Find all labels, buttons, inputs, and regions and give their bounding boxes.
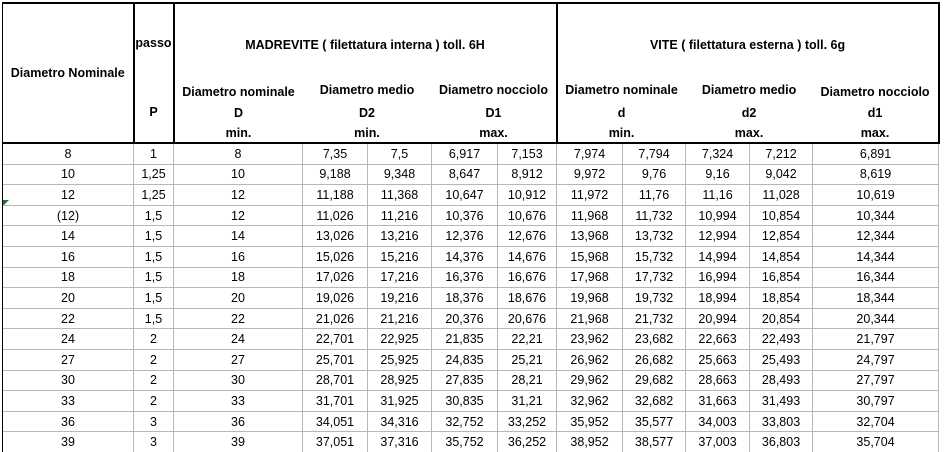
table-body [3, 143, 939, 452]
cell-vite-d-nocc-max[interactable]: 27,797 [813, 370, 939, 391]
cell-vite-d-medio-min[interactable]: 7,212 [750, 143, 813, 164]
cell-vite-d-medio-min[interactable]: 9,042 [750, 164, 813, 185]
table-row [3, 329, 939, 350]
header-passo: passo [134, 3, 174, 81]
cell-mad-d-medio-max[interactable]: 17,216 [368, 267, 432, 288]
cell-mad-d-nocc-max[interactable]: 28,21 [498, 370, 557, 391]
header-vite-d-nocc-symbol: d1 [813, 103, 939, 123]
table-row [3, 391, 939, 412]
header-vite-d-nom-symbol: d [557, 103, 686, 123]
cell-vite-d-nom-max[interactable]: 29,962 [557, 370, 623, 391]
header-vite-d-medio: Diametro medio [701, 83, 797, 97]
cell-vite-d-nom-max[interactable]: 35,952 [557, 411, 623, 432]
cell-diametro-nominale[interactable]: 18 [3, 267, 134, 288]
cell-mad-d-nocc-max[interactable]: 12,676 [498, 226, 557, 247]
cell-mad-d-nom[interactable]: 16 [174, 246, 303, 267]
cell-diametro-nominale[interactable]: 33 [3, 391, 134, 412]
cell-vite-d-nocc-max[interactable]: 6,891 [813, 143, 939, 164]
cell-vite-d-medio-min[interactable]: 25,493 [750, 349, 813, 370]
cell-mad-d-medio-min[interactable]: 25,701 [303, 349, 368, 370]
cell-mad-d-nocc-min[interactable]: 10,647 [432, 185, 498, 206]
cell-vite-d-medio-min[interactable]: 36,803 [750, 432, 813, 452]
cell-mad-d-nocc-max[interactable]: 7,153 [498, 143, 557, 164]
cell-diametro-nominale[interactable]: 22 [3, 308, 134, 329]
cell-passo[interactable]: 1,5 [134, 246, 174, 267]
cell-vite-d-medio-max[interactable]: 10,994 [686, 205, 750, 226]
cell-mad-d-medio-min[interactable]: 19,026 [303, 288, 368, 309]
cell-mad-d-nom[interactable]: 27 [174, 349, 303, 370]
header-vite-d-medio-symbol: d2 [741, 106, 757, 120]
cell-diametro-nominale[interactable]: 16 [3, 246, 134, 267]
cell-mad-d-medio-min[interactable]: 11,026 [303, 205, 368, 226]
cell-vite-d-medio-min[interactable]: 11,028 [750, 185, 813, 206]
table-row [3, 267, 939, 288]
header-madrevite: MADREVITE ( filettatura interna ) toll. 6H [174, 3, 557, 81]
cell-mad-d-nocc-min[interactable]: 35,752 [432, 432, 498, 452]
cell-mad-d-medio-min[interactable]: 13,026 [303, 226, 368, 247]
cell-mad-d-medio-max[interactable]: 19,216 [368, 288, 432, 309]
cell-vite-d-medio-max[interactable]: 28,663 [686, 370, 750, 391]
cell-vite-d-medio-min[interactable]: 33,803 [750, 411, 813, 432]
cell-mad-d-medio-max[interactable]: 21,216 [368, 308, 432, 329]
cell-vite-d-nom-min[interactable]: 38,577 [623, 432, 686, 452]
table-row [3, 164, 939, 185]
cell-mad-d-nom[interactable]: 24 [174, 329, 303, 350]
cell-passo[interactable]: 1,5 [134, 267, 174, 288]
cell-vite-d-medio-max[interactable]: 31,663 [686, 391, 750, 412]
cell-passo[interactable]: 3 [134, 411, 174, 432]
cell-vite-d-medio-max[interactable]: 16,994 [686, 267, 750, 288]
cell-mad-d-medio-max[interactable]: 15,216 [368, 246, 432, 267]
cell-vite-d-nom-max[interactable]: 21,968 [557, 308, 623, 329]
cell-mad-d-nocc-max[interactable]: 8,912 [498, 164, 557, 185]
cell-vite-d-nom-max[interactable]: 26,962 [557, 349, 623, 370]
cell-mad-d-medio-min[interactable]: 31,701 [303, 391, 368, 412]
cell-mad-d-medio-min[interactable]: 28,701 [303, 370, 368, 391]
cell-mad-d-medio-min[interactable]: 34,051 [303, 411, 368, 432]
cell-mad-d-medio-min[interactable]: 7,35 [303, 143, 368, 164]
header-mad-d-nom: Diametro nominale [174, 81, 303, 103]
table-row [3, 226, 939, 247]
cell-vite-d-medio-max[interactable]: 34,003 [686, 411, 750, 432]
cell-vite-d-nocc-max[interactable]: 35,704 [813, 432, 939, 452]
cell-passo[interactable]: 1,5 [134, 288, 174, 309]
table-row [3, 432, 939, 452]
cell-vite-d-nom-min[interactable]: 11,732 [623, 205, 686, 226]
cell-mad-d-nom[interactable]: 30 [174, 370, 303, 391]
cell-mad-d-medio-max[interactable]: 28,925 [368, 370, 432, 391]
cell-vite-d-medio-max[interactable]: 18,994 [686, 288, 750, 309]
cell-mad-d-medio-min[interactable]: 9,188 [303, 164, 368, 185]
cell-vite-d-nocc-max[interactable]: 18,344 [813, 288, 939, 309]
cell-diametro-nominale[interactable]: 39 [3, 432, 134, 452]
cell-diametro-nominale[interactable]: 36 [3, 411, 134, 432]
header-mad-d-medio-limit: min. [303, 123, 432, 143]
cell-mad-d-nocc-min[interactable]: 14,376 [432, 246, 498, 267]
cell-mad-d-nocc-min[interactable]: 6,917 [432, 143, 498, 164]
cell-mad-d-nom[interactable]: 33 [174, 391, 303, 412]
cell-vite-d-nom-max[interactable]: 17,968 [557, 267, 623, 288]
cell-mad-d-nom[interactable]: 14 [174, 226, 303, 247]
cell-vite-d-nocc-max[interactable]: 32,704 [813, 411, 939, 432]
cell-vite-d-nom-max[interactable]: 7,974 [557, 143, 623, 164]
cell-mad-d-nocc-min[interactable]: 24,835 [432, 349, 498, 370]
cell-mad-d-nocc-max[interactable]: 14,676 [498, 246, 557, 267]
cell-vite-d-nom-min[interactable]: 13,732 [623, 226, 686, 247]
cell-vite-d-nocc-max[interactable]: 14,344 [813, 246, 939, 267]
cell-vite-d-nom-min[interactable]: 26,682 [623, 349, 686, 370]
cell-mad-d-nom[interactable]: 10 [174, 164, 303, 185]
header-passo-blank [134, 123, 174, 143]
cell-passo[interactable]: 1,5 [134, 205, 174, 226]
cell-vite-d-medio-min[interactable]: 22,493 [750, 329, 813, 350]
header-vite-d-medio-limit: max. [686, 123, 813, 143]
cell-vite-d-nocc-max[interactable]: 10,619 [813, 185, 939, 206]
cell-vite-d-nom-min[interactable]: 15,732 [623, 246, 686, 267]
cell-vite-d-nom-min[interactable]: 17,732 [623, 267, 686, 288]
cell-passo[interactable]: 2 [134, 329, 174, 350]
cell-mad-d-medio-min[interactable]: 15,026 [303, 246, 368, 267]
cell-mad-d-nom[interactable]: 20 [174, 288, 303, 309]
cell-vite-d-medio-max[interactable]: 9,16 [686, 164, 750, 185]
header-mad-d-medio: Diametro medio [319, 83, 415, 97]
cell-vite-d-nom-max[interactable]: 19,968 [557, 288, 623, 309]
cell-passo[interactable]: 2 [134, 349, 174, 370]
cell-mad-d-nocc-min[interactable]: 10,376 [432, 205, 498, 226]
cell-mad-d-medio-min[interactable]: 22,701 [303, 329, 368, 350]
cell-vite-d-nom-min[interactable]: 23,682 [623, 329, 686, 350]
cell-passo[interactable]: 1,25 [134, 185, 174, 206]
cell-mad-d-nom[interactable]: 12 [174, 205, 303, 226]
cell-vite-d-nom-max[interactable]: 11,968 [557, 205, 623, 226]
cell-mad-d-nocc-max[interactable]: 10,912 [498, 185, 557, 206]
cell-passo[interactable]: 2 [134, 370, 174, 391]
cell-vite-d-medio-min[interactable]: 14,854 [750, 246, 813, 267]
cell-mad-d-nocc-max[interactable]: 20,676 [498, 308, 557, 329]
thread-tolerance-table [2, 2, 940, 452]
cell-mad-d-nocc-max[interactable]: 31,21 [498, 391, 557, 412]
cell-vite-d-nom-max[interactable]: 38,952 [557, 432, 623, 452]
table-row [3, 205, 939, 226]
cell-vite-d-nom-max[interactable]: 11,972 [557, 185, 623, 206]
cell-mad-d-medio-min[interactable]: 37,051 [303, 432, 368, 452]
cell-vite-d-nom-min[interactable]: 11,76 [623, 185, 686, 206]
cell-mad-d-medio-min[interactable]: 11,188 [303, 185, 368, 206]
cell-vite-d-nocc-max[interactable]: 30,797 [813, 391, 939, 412]
cell-mad-d-nocc-max[interactable]: 33,252 [498, 411, 557, 432]
cell-vite-d-medio-max[interactable]: 22,663 [686, 329, 750, 350]
table-row [3, 185, 939, 206]
table-row [3, 246, 939, 267]
cell-mad-d-nocc-min[interactable]: 18,376 [432, 288, 498, 309]
cell-vite-d-nocc-max[interactable]: 10,344 [813, 205, 939, 226]
cell-vite-d-nom-max[interactable]: 15,968 [557, 246, 623, 267]
table-row [3, 288, 939, 309]
cell-passo[interactable]: 1,5 [134, 308, 174, 329]
cell-mad-d-medio-max[interactable]: 7,5 [368, 143, 432, 164]
cell-mad-d-nom[interactable]: 36 [174, 411, 303, 432]
cell-vite-d-medio-min[interactable]: 12,854 [750, 226, 813, 247]
cell-vite-d-nom-min[interactable]: 35,577 [623, 411, 686, 432]
cell-vite-d-nom-min[interactable]: 7,794 [623, 143, 686, 164]
cell-mad-d-nocc-min[interactable]: 8,647 [432, 164, 498, 185]
cell-vite-d-nom-max[interactable]: 13,968 [557, 226, 623, 247]
cell-vite-d-medio-min[interactable]: 28,493 [750, 370, 813, 391]
cell-mad-d-nocc-min[interactable]: 20,376 [432, 308, 498, 329]
header-mad-d-nom-symbol: D [174, 103, 303, 123]
cell-mad-d-nocc-max[interactable]: 25,21 [498, 349, 557, 370]
cell-vite-d-nom-min[interactable]: 9,76 [623, 164, 686, 185]
cell-diametro-nominale[interactable]: 10 [3, 164, 134, 185]
cell-diametro-nominale[interactable]: 8 [3, 143, 134, 164]
table-row [3, 143, 939, 164]
cell-mad-d-nocc-min[interactable]: 21,835 [432, 329, 498, 350]
cell-mad-d-nom[interactable]: 39 [174, 432, 303, 452]
cell-vite-d-nocc-max[interactable]: 16,344 [813, 267, 939, 288]
cell-vite-d-nocc-max[interactable]: 20,344 [813, 308, 939, 329]
cell-mad-d-nom[interactable]: 12 [174, 185, 303, 206]
header-vite-d-nocc: Diametro nocciolo [813, 81, 939, 103]
cell-mad-d-medio-max[interactable]: 11,216 [368, 205, 432, 226]
header-vite-d-nom: Diametro nominale [557, 81, 686, 103]
cell-mad-d-medio-max[interactable]: 34,316 [368, 411, 432, 432]
table-header [3, 3, 939, 143]
cell-passo[interactable]: 3 [134, 432, 174, 452]
cell-vite-d-medio-max[interactable]: 11,16 [686, 185, 750, 206]
cell-diametro-nominale[interactable]: 24 [3, 329, 134, 350]
cell-vite-d-medio-min[interactable]: 31,493 [750, 391, 813, 412]
cell-vite-d-medio-max[interactable]: 7,324 [686, 143, 750, 164]
table-row [3, 370, 939, 391]
cell-mad-d-nocc-max[interactable]: 18,676 [498, 288, 557, 309]
cell-diametro-nominale[interactable]: 20 [3, 288, 134, 309]
cell-mad-d-medio-max[interactable]: 31,925 [368, 391, 432, 412]
header-diametro-nominale: Diametro Nominale [3, 3, 134, 143]
cell-mad-d-nocc-min[interactable]: 27,835 [432, 370, 498, 391]
cell-passo[interactable]: 2 [134, 391, 174, 412]
cell-passo[interactable]: 1,5 [134, 226, 174, 247]
table-row [3, 411, 939, 432]
cell-diametro-nominale[interactable]: 14 [3, 226, 134, 247]
cell-vite-d-nom-min[interactable]: 19,732 [623, 288, 686, 309]
cell-vite-d-medio-max[interactable]: 14,994 [686, 246, 750, 267]
cell-vite-d-nom-min[interactable]: 29,682 [623, 370, 686, 391]
header-vite: VITE ( filettatura esterna ) toll. 6g [557, 3, 939, 81]
cell-passo[interactable]: 1,25 [134, 164, 174, 185]
table-row [3, 349, 939, 370]
cell-diametro-nominale[interactable]: 27 [3, 349, 134, 370]
cell-mad-d-medio-max[interactable]: 22,925 [368, 329, 432, 350]
cell-vite-d-medio-max[interactable]: 12,994 [686, 226, 750, 247]
cell-vite-d-medio-min[interactable]: 16,854 [750, 267, 813, 288]
cell-vite-d-nom-min[interactable]: 21,732 [623, 308, 686, 329]
header-passo-symbol: P [149, 105, 158, 119]
header-mad-d-nocc: Diametro nocciolo [439, 83, 549, 97]
cell-mad-d-medio-max[interactable]: 25,925 [368, 349, 432, 370]
cell-vite-d-nom-max[interactable]: 32,962 [557, 391, 623, 412]
cell-vite-d-nocc-max[interactable]: 12,344 [813, 226, 939, 247]
cell-vite-d-medio-min[interactable]: 18,854 [750, 288, 813, 309]
header-mad-d-nocc-limit: max. [432, 123, 557, 143]
cell-diametro-nominale[interactable]: (12) [3, 205, 134, 226]
header-mad-d-nom-limit: min. [174, 123, 303, 143]
cell-mad-d-nocc-min[interactable]: 30,835 [432, 391, 498, 412]
cell-mad-d-medio-max[interactable]: 11,368 [368, 185, 432, 206]
header-vite-d-nom-limit: min. [557, 123, 686, 143]
cell-mad-d-nocc-max[interactable]: 36,252 [498, 432, 557, 452]
cell-mad-d-nom[interactable]: 18 [174, 267, 303, 288]
cell-mad-d-medio-max[interactable]: 37,316 [368, 432, 432, 452]
cell-vite-d-medio-max[interactable]: 37,003 [686, 432, 750, 452]
cell-vite-d-nocc-max[interactable]: 8,619 [813, 164, 939, 185]
header-vite-d-nocc-limit: max. [813, 123, 939, 143]
cell-mad-d-nom[interactable]: 8 [174, 143, 303, 164]
cell-vite-d-medio-min[interactable]: 20,854 [750, 308, 813, 329]
cell-mad-d-medio-min[interactable]: 21,026 [303, 308, 368, 329]
cell-vite-d-nocc-max[interactable]: 21,797 [813, 329, 939, 350]
cell-mad-d-nocc-min[interactable]: 16,376 [432, 267, 498, 288]
cell-mad-d-medio-max[interactable]: 9,348 [368, 164, 432, 185]
header-mad-d-nocc-symbol: D1 [485, 106, 502, 120]
table-row [3, 308, 939, 329]
cell-vite-d-nom-max[interactable]: 9,972 [557, 164, 623, 185]
cell-vite-d-nocc-max[interactable]: 24,797 [813, 349, 939, 370]
cell-vite-d-medio-max[interactable]: 25,663 [686, 349, 750, 370]
cell-mad-d-medio-max[interactable]: 13,216 [368, 226, 432, 247]
cell-mad-d-nocc-max[interactable]: 16,676 [498, 267, 557, 288]
cell-vite-d-medio-max[interactable]: 20,994 [686, 308, 750, 329]
cell-mad-d-nocc-min[interactable]: 12,376 [432, 226, 498, 247]
cell-mad-d-nom[interactable]: 22 [174, 308, 303, 329]
cell-diametro-nominale[interactable]: 30 [3, 370, 134, 391]
cell-mad-d-medio-min[interactable]: 17,026 [303, 267, 368, 288]
cell-vite-d-nom-min[interactable]: 32,682 [623, 391, 686, 412]
cell-mad-d-nocc-max[interactable]: 22,21 [498, 329, 557, 350]
cell-mad-d-nocc-max[interactable]: 10,676 [498, 205, 557, 226]
header-mad-d-medio-symbol: D2 [359, 106, 375, 120]
cell-mad-d-nocc-min[interactable]: 32,752 [432, 411, 498, 432]
cell-diametro-nominale[interactable]: 12 [3, 185, 134, 206]
cell-vite-d-medio-min[interactable]: 10,854 [750, 205, 813, 226]
cell-passo[interactable]: 1 [134, 143, 174, 164]
cell-vite-d-nom-max[interactable]: 23,962 [557, 329, 623, 350]
